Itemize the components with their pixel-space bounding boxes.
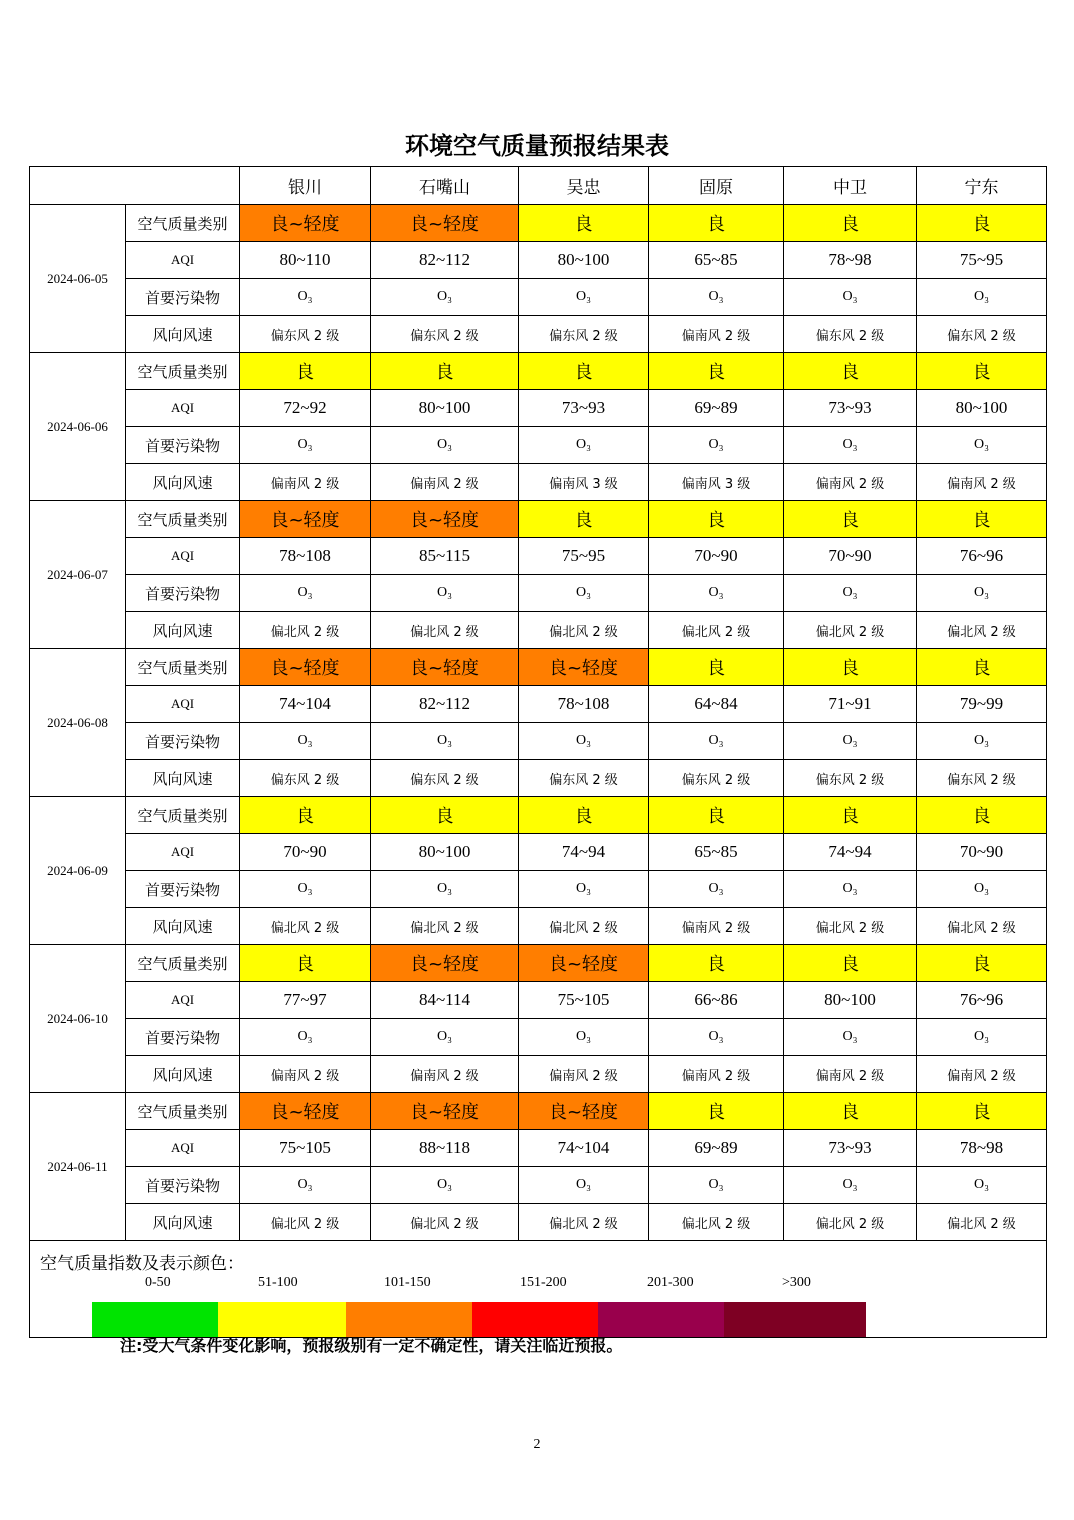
legend-range-label: >300 <box>782 1275 811 1290</box>
category-cell: 良~轻度 <box>371 1093 519 1130</box>
wind-cell: 偏南风 2 级 <box>240 1056 371 1093</box>
category-cell: 良 <box>649 945 784 982</box>
pollutant-cell: O₃ <box>371 871 519 908</box>
wind-cell: 偏南风 3 级 <box>519 464 649 501</box>
aqi-cell: 65~85 <box>649 834 784 871</box>
aqi-cell: 66~86 <box>649 982 784 1019</box>
legend-range-label: 101-150 <box>384 1275 431 1290</box>
table-row <box>30 1019 1047 1056</box>
aqi-cell: 85~115 <box>371 538 519 575</box>
aqi-label: AQI <box>126 834 240 871</box>
pollutant-cell: O₃ <box>519 575 649 612</box>
category-cell: 良 <box>784 205 917 242</box>
aqi-cell: 80~110 <box>240 242 371 279</box>
category-cell: 良 <box>917 205 1047 242</box>
category-cell: 良 <box>784 353 917 390</box>
pollutant-cell: O₃ <box>784 1167 917 1204</box>
table-row <box>30 242 1047 279</box>
category-cell: 良 <box>649 797 784 834</box>
table-row <box>30 501 1047 538</box>
table-row <box>30 205 1047 242</box>
wind-cell: 偏东风 2 级 <box>917 760 1047 797</box>
aqi-cell: 84~114 <box>371 982 519 1019</box>
wind-cell: 偏北风 2 级 <box>240 612 371 649</box>
category-cell: 良~轻度 <box>240 501 371 538</box>
category-label: 空气质量类别 <box>126 945 240 982</box>
wind-cell: 偏东风 2 级 <box>519 760 649 797</box>
wind-cell: 偏北风 2 级 <box>784 908 917 945</box>
aqi-label: AQI <box>126 982 240 1019</box>
aqi-cell: 70~90 <box>649 538 784 575</box>
wind-cell: 偏北风 2 级 <box>240 1204 371 1241</box>
table-row <box>30 760 1047 797</box>
aqi-cell: 75~95 <box>519 538 649 575</box>
wind-cell: 偏南风 3 级 <box>649 464 784 501</box>
aqi-label: AQI <box>126 538 240 575</box>
legend-color-swatch <box>472 1302 598 1337</box>
pollutant-cell: O₃ <box>519 871 649 908</box>
pollutant-cell: O₃ <box>519 427 649 464</box>
pollutant-cell: O₃ <box>784 1019 917 1056</box>
aqi-cell: 76~96 <box>917 538 1047 575</box>
wind-label: 风向风速 <box>126 464 240 501</box>
category-cell: 良 <box>649 205 784 242</box>
category-cell: 良~轻度 <box>519 945 649 982</box>
category-cell: 良 <box>519 353 649 390</box>
pollutant-label: 首要污染物 <box>126 1167 240 1204</box>
pollutant-cell: O₃ <box>519 279 649 316</box>
wind-cell: 偏东风 2 级 <box>371 760 519 797</box>
table-row <box>30 649 1047 686</box>
aqi-cell: 80~100 <box>784 982 917 1019</box>
aqi-cell: 71~91 <box>784 686 917 723</box>
aqi-cell: 70~90 <box>917 834 1047 871</box>
category-cell: 良 <box>649 649 784 686</box>
table-row <box>30 575 1047 612</box>
pollutant-cell: O₃ <box>917 279 1047 316</box>
aqi-cell: 74~94 <box>784 834 917 871</box>
forecast-table <box>29 166 1047 1338</box>
wind-cell: 偏东风 2 级 <box>649 760 784 797</box>
category-cell: 良~轻度 <box>519 1093 649 1130</box>
aqi-cell: 79~99 <box>917 686 1047 723</box>
aqi-cell: 73~93 <box>784 390 917 427</box>
pollutant-cell: O₃ <box>917 427 1047 464</box>
wind-cell: 偏北风 2 级 <box>519 908 649 945</box>
aqi-label: AQI <box>126 1130 240 1167</box>
category-cell: 良 <box>371 353 519 390</box>
wind-cell: 偏北风 2 级 <box>649 1204 784 1241</box>
aqi-label: AQI <box>126 390 240 427</box>
aqi-cell: 80~100 <box>371 834 519 871</box>
date-cell: 2024-06-05 <box>30 205 126 353</box>
category-cell: 良 <box>917 945 1047 982</box>
wind-cell: 偏南风 2 级 <box>240 464 371 501</box>
category-cell: 良 <box>649 1093 784 1130</box>
aqi-cell: 78~98 <box>784 242 917 279</box>
legend-row <box>30 1241 1047 1338</box>
pollutant-cell: O₃ <box>649 871 784 908</box>
wind-cell: 偏北风 2 级 <box>917 908 1047 945</box>
pollutant-cell: O₃ <box>371 723 519 760</box>
aqi-cell: 82~112 <box>371 686 519 723</box>
pollutant-cell: O₃ <box>784 279 917 316</box>
aqi-cell: 69~89 <box>649 390 784 427</box>
legend-range-label: 51-100 <box>258 1275 298 1290</box>
wind-cell: 偏南风 2 级 <box>917 1056 1047 1093</box>
pollutant-cell: O₃ <box>784 723 917 760</box>
category-cell: 良 <box>519 797 649 834</box>
category-cell: 良~轻度 <box>371 649 519 686</box>
category-cell: 良 <box>649 501 784 538</box>
pollutant-cell: O₃ <box>649 575 784 612</box>
wind-cell: 偏南风 2 级 <box>371 464 519 501</box>
legend-range-label: 201-300 <box>647 1275 694 1290</box>
page-title: 环境空气质量预报结果表 <box>405 132 669 160</box>
aqi-cell: 80~100 <box>371 390 519 427</box>
wind-cell: 偏北风 2 级 <box>371 1204 519 1241</box>
wind-cell: 偏东风 2 级 <box>784 760 917 797</box>
wind-cell: 偏北风 2 级 <box>649 612 784 649</box>
aqi-cell: 70~90 <box>784 538 917 575</box>
pollutant-cell: O₃ <box>784 575 917 612</box>
wind-cell: 偏东风 2 级 <box>371 316 519 353</box>
wind-cell: 偏北风 2 级 <box>784 1204 917 1241</box>
pollutant-cell: O₃ <box>371 1167 519 1204</box>
aqi-cell: 73~93 <box>519 390 649 427</box>
category-label: 空气质量类别 <box>126 205 240 242</box>
aqi-cell: 77~97 <box>240 982 371 1019</box>
pollutant-label: 首要污染物 <box>126 1019 240 1056</box>
table-row <box>30 1093 1047 1130</box>
wind-cell: 偏南风 2 级 <box>784 1056 917 1093</box>
category-cell: 良 <box>649 353 784 390</box>
category-cell: 良 <box>784 501 917 538</box>
wind-cell: 偏南风 2 级 <box>649 908 784 945</box>
pollutant-cell: O₃ <box>649 723 784 760</box>
category-cell: 良 <box>784 797 917 834</box>
pollutant-cell: O₃ <box>240 1167 371 1204</box>
wind-cell: 偏北风 2 级 <box>917 1204 1047 1241</box>
header-blank-cell <box>30 167 240 205</box>
table-row <box>30 353 1047 390</box>
aqi-cell: 74~104 <box>519 1130 649 1167</box>
category-cell: 良 <box>917 797 1047 834</box>
category-cell: 良 <box>917 353 1047 390</box>
aqi-label: AQI <box>126 242 240 279</box>
pollutant-cell: O₃ <box>240 427 371 464</box>
date-cell: 2024-06-06 <box>30 353 126 501</box>
pollutant-cell: O₃ <box>784 427 917 464</box>
wind-label: 风向风速 <box>126 612 240 649</box>
table-row <box>30 427 1047 464</box>
table-row <box>30 612 1047 649</box>
city-header: 中卫 <box>784 167 917 205</box>
category-cell: 良 <box>240 945 371 982</box>
wind-cell: 偏南风 2 级 <box>519 1056 649 1093</box>
aqi-cell: 78~98 <box>917 1130 1047 1167</box>
city-header: 固原 <box>649 167 784 205</box>
wind-label: 风向风速 <box>126 316 240 353</box>
table-row <box>30 316 1047 353</box>
aqi-cell: 74~94 <box>519 834 649 871</box>
legend-color-swatch <box>724 1302 866 1337</box>
table-row <box>30 686 1047 723</box>
aqi-cell: 73~93 <box>784 1130 917 1167</box>
wind-cell: 偏东风 2 级 <box>917 316 1047 353</box>
wind-cell: 偏东风 2 级 <box>784 316 917 353</box>
legend-range-label: 0-50 <box>145 1275 171 1290</box>
aqi-cell: 65~85 <box>649 242 784 279</box>
category-cell: 良 <box>240 353 371 390</box>
wind-cell: 偏南风 2 级 <box>649 316 784 353</box>
aqi-cell: 64~84 <box>649 686 784 723</box>
wind-cell: 偏北风 2 级 <box>917 612 1047 649</box>
aqi-cell: 69~89 <box>649 1130 784 1167</box>
table-row <box>30 871 1047 908</box>
table-row <box>30 945 1047 982</box>
date-cell: 2024-06-08 <box>30 649 126 797</box>
wind-cell: 偏南风 2 级 <box>371 1056 519 1093</box>
city-header: 石嘴山 <box>371 167 519 205</box>
legend-color-swatch <box>346 1302 472 1337</box>
legend-color-swatch <box>92 1302 218 1337</box>
aqi-cell: 72~92 <box>240 390 371 427</box>
category-cell: 良 <box>784 649 917 686</box>
pollutant-cell: O₃ <box>240 723 371 760</box>
table-row <box>30 834 1047 871</box>
category-cell: 良 <box>519 205 649 242</box>
aqi-cell: 88~118 <box>371 1130 519 1167</box>
category-label: 空气质量类别 <box>126 353 240 390</box>
wind-cell: 偏北风 2 级 <box>371 908 519 945</box>
pollutant-cell: O₃ <box>917 1019 1047 1056</box>
pollutant-cell: O₃ <box>917 1167 1047 1204</box>
table-row <box>30 723 1047 760</box>
forecast-table-body <box>30 167 1047 1338</box>
pollutant-label: 首要污染物 <box>126 575 240 612</box>
pollutant-cell: O₃ <box>240 1019 371 1056</box>
legend-color-swatch <box>598 1302 724 1337</box>
table-row <box>30 538 1047 575</box>
wind-cell: 偏南风 2 级 <box>917 464 1047 501</box>
category-cell: 良 <box>917 649 1047 686</box>
wind-cell: 偏东风 2 级 <box>519 316 649 353</box>
pollutant-cell: O₃ <box>649 427 784 464</box>
pollutant-cell: O₃ <box>240 279 371 316</box>
pollutant-cell: O₃ <box>917 871 1047 908</box>
table-row <box>30 1167 1047 1204</box>
category-label: 空气质量类别 <box>126 649 240 686</box>
table-row <box>30 797 1047 834</box>
pollutant-label: 首要污染物 <box>126 723 240 760</box>
aqi-cell: 74~104 <box>240 686 371 723</box>
pollutant-cell: O₃ <box>371 575 519 612</box>
date-cell: 2024-06-09 <box>30 797 126 945</box>
legend-color-swatch <box>218 1302 346 1337</box>
legend-title: 空气质量指数及表示颜色： <box>40 1254 244 1274</box>
aqi-cell: 80~100 <box>519 242 649 279</box>
pollutant-cell: O₃ <box>371 279 519 316</box>
wind-cell: 偏北风 2 级 <box>784 612 917 649</box>
date-cell: 2024-06-07 <box>30 501 126 649</box>
pollutant-label: 首要污染物 <box>126 279 240 316</box>
table-header-row <box>30 167 1047 205</box>
pollutant-cell: O₃ <box>240 871 371 908</box>
category-label: 空气质量类别 <box>126 1093 240 1130</box>
category-cell: 良 <box>917 1093 1047 1130</box>
wind-label: 风向风速 <box>126 908 240 945</box>
wind-label: 风向风速 <box>126 1056 240 1093</box>
pollutant-label: 首要污染物 <box>126 427 240 464</box>
table-row <box>30 1056 1047 1093</box>
table-row <box>30 982 1047 1019</box>
pollutant-label: 首要污染物 <box>126 871 240 908</box>
pollutant-cell: O₃ <box>519 1167 649 1204</box>
pollutant-cell: O₃ <box>649 1019 784 1056</box>
wind-cell: 偏南风 2 级 <box>784 464 917 501</box>
category-cell: 良 <box>371 797 519 834</box>
table-row <box>30 464 1047 501</box>
table-row <box>30 908 1047 945</box>
category-cell: 良~轻度 <box>371 945 519 982</box>
pollutant-cell: O₃ <box>519 723 649 760</box>
wind-cell: 偏北风 2 级 <box>519 612 649 649</box>
legend-range-label: 151-200 <box>520 1275 567 1290</box>
wind-label: 风向风速 <box>126 760 240 797</box>
aqi-cell: 75~105 <box>240 1130 371 1167</box>
pollutant-cell: O₃ <box>371 1019 519 1056</box>
table-row <box>30 1204 1047 1241</box>
category-cell: 良~轻度 <box>371 205 519 242</box>
aqi-label: AQI <box>126 686 240 723</box>
wind-cell: 偏东风 2 级 <box>240 316 371 353</box>
pollutant-cell: O₃ <box>240 575 371 612</box>
city-header: 宁东 <box>917 167 1047 205</box>
category-cell: 良~轻度 <box>371 501 519 538</box>
wind-cell: 偏北风 2 级 <box>371 612 519 649</box>
table-row <box>30 390 1047 427</box>
pollutant-cell: O₃ <box>784 871 917 908</box>
category-cell: 良~轻度 <box>240 205 371 242</box>
forecast-note: 注:受大气条件变化影响，预报级别有一定不确定性，请关注临近预报。 <box>120 1336 623 1355</box>
date-cell: 2024-06-11 <box>30 1093 126 1241</box>
wind-label: 风向风速 <box>126 1204 240 1241</box>
category-cell: 良 <box>240 797 371 834</box>
city-header: 银川 <box>240 167 371 205</box>
category-cell: 良 <box>784 945 917 982</box>
category-cell: 良 <box>519 501 649 538</box>
table-row <box>30 279 1047 316</box>
pollutant-cell: O₃ <box>649 279 784 316</box>
wind-cell: 偏东风 2 级 <box>240 760 371 797</box>
aqi-cell: 80~100 <box>917 390 1047 427</box>
city-header: 吴忠 <box>519 167 649 205</box>
aqi-cell: 76~96 <box>917 982 1047 1019</box>
wind-cell: 偏北风 2 级 <box>519 1204 649 1241</box>
pollutant-cell: O₃ <box>649 1167 784 1204</box>
date-cell: 2024-06-10 <box>30 945 126 1093</box>
category-cell: 良 <box>917 501 1047 538</box>
pollutant-cell: O₃ <box>371 427 519 464</box>
pollutant-cell: O₃ <box>519 1019 649 1056</box>
aqi-cell: 75~105 <box>519 982 649 1019</box>
aqi-legend <box>30 1241 1047 1338</box>
aqi-cell: 82~112 <box>371 242 519 279</box>
category-label: 空气质量类别 <box>126 501 240 538</box>
category-cell: 良~轻度 <box>240 649 371 686</box>
pollutant-cell: O₃ <box>917 723 1047 760</box>
page-number: 2 <box>533 1437 541 1452</box>
category-cell: 良~轻度 <box>240 1093 371 1130</box>
aqi-cell: 70~90 <box>240 834 371 871</box>
pollutant-cell: O₃ <box>917 575 1047 612</box>
wind-cell: 偏南风 2 级 <box>649 1056 784 1093</box>
category-cell: 良~轻度 <box>519 649 649 686</box>
aqi-cell: 78~108 <box>240 538 371 575</box>
wind-cell: 偏北风 2 级 <box>240 908 371 945</box>
aqi-cell: 78~108 <box>519 686 649 723</box>
table-row <box>30 1130 1047 1167</box>
category-label: 空气质量类别 <box>126 797 240 834</box>
category-cell: 良 <box>784 1093 917 1130</box>
aqi-cell: 75~95 <box>917 242 1047 279</box>
